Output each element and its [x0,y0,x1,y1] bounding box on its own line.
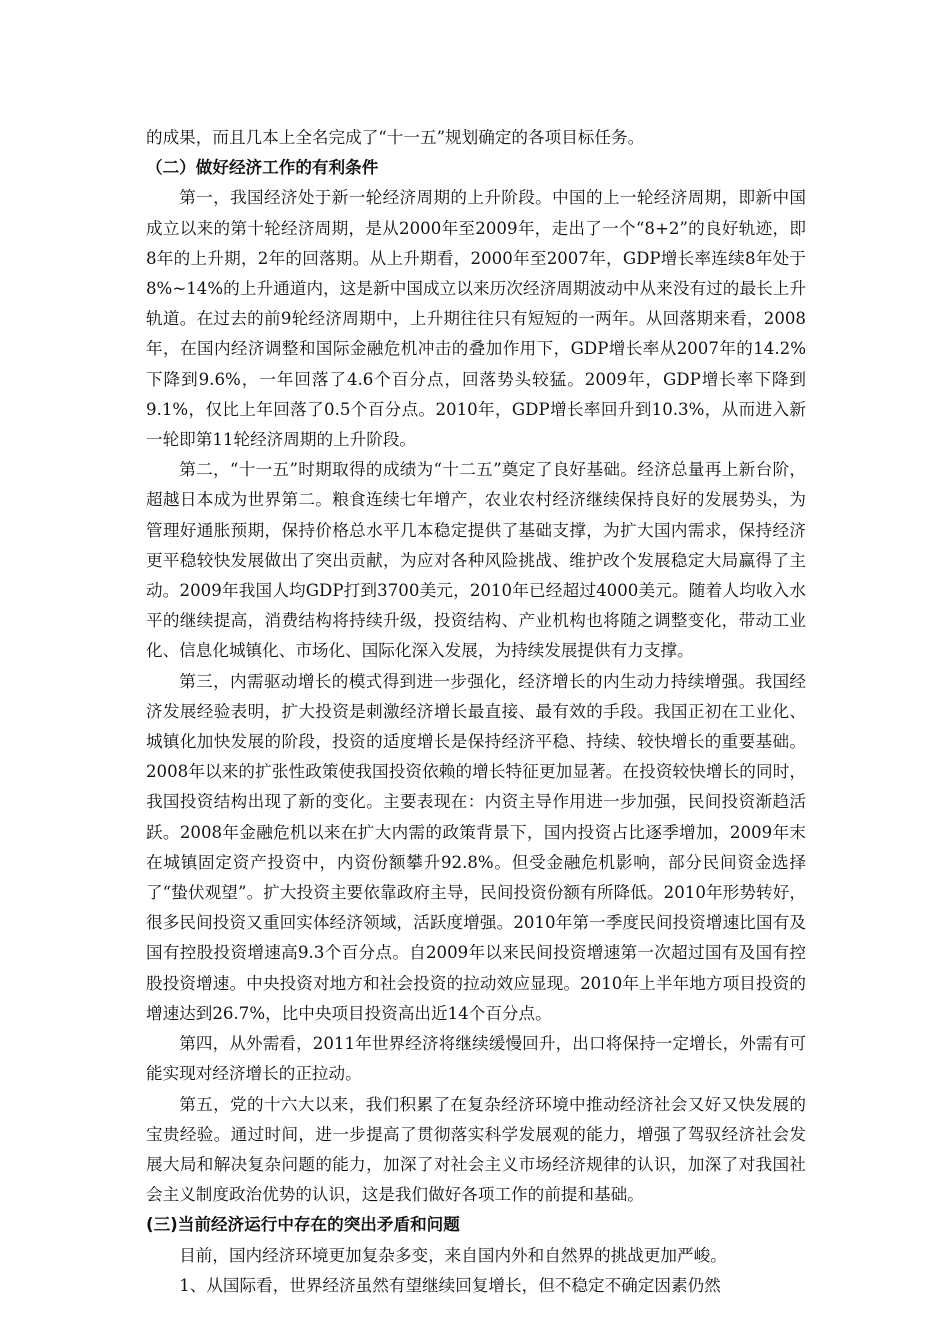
paragraph-current-situation: 目前，国内经济环境更加复杂多变，来自国内外和自然界的挑战更加严峻。 [179,1245,727,1265]
paragraph-third-point: 第三，内需驱动增长的模式得到进一步强化，经济增长的内生动力持续增强。我国经济发展经验表明，扩大投资是刺激经济增长最直接、最有效的手段。我国正初在工业化、城镇化加快发展的阶段，投资的适度增长是保持经济平稳、持续、较快增长的重要基础。2008年以来的扩张性政策使我国投资依赖的增长特征更加显著。在投资较快增长的同时，我国投资结构出现了新的变化。主要表现在：内资主导作用进一步加强，民间投资渐趋活跃。2008年金融危机以来在扩大内需的政策背景下，国内投资占比逐季增加，2009年末在城镇固定资产投资中，内资份额攀升92.8%。但受金融危机影响，部分民间资金选择了“蛰伏观望”。扩大投资主要依靠政府主导，民间投资份额有所降低。2010年形势转好，很多民间投资又重回实体经济领域，活跃度增强。2010年第一季度民间投资增速比国有及国有控股投资增速高9.3个百分点。自2009年以来民间投资增速第一次超过国有及国有控股投资增速。中央投资对地方和社会投资的拉动效应显现。2010年上半年地方项目投资的增速达到26.7%，比中央项目投资高出近14个百分点。 [146,671,806,1023]
section-heading-favorable-conditions: （二）做好经济工作的有利条件 [146,158,379,178]
paragraph-second-point: 第二，“十一五”时期取得的成绩为“十二五”奠定了良好基础。经济总量再上新台阶，超越日本成为世界第二。粮食连续七年增产，农业农村经济继续保持良好的发展势头，为管理好通胀预期，保持价格总水平几本稳定提供了基础支撑，为扩大国内需求，保持经济更平稳较快发展做出了突出贡献，为应对各种风险挑战、维护改个发展稳定大局赢得了主动。2009年我国人均GDP打到3700美元，2010年已经超过4000美元。随着人均收入水平的继续提高，消费结构将持续升级，投资结构、产业机构也将随之调整变化，带动工业化、信息化城镇化、市场化、国际化深入发展，为持续发展提供有力支撑。 [146,460,806,661]
paragraph-international-view: 1、从国际看，世界经济虽然有望继续回复增长，但不稳定不确定因素仍然 [179,1275,721,1295]
paragraph-fourth-point: 第四，从外需看，2011年世界经济将继续缓慢回升，出口将保持一定增长，外需有可能实现对经济增长的正拉动。 [146,1034,806,1084]
section-heading-problems: (三)当前经济运行中存在的突出矛盾和问题 [146,1215,460,1235]
paragraph-first-point: 第一，我国经济处于新一轮经济周期的上升阶段。中国的上一轮经济周期，即新中国成立以来的第十轮经济周期，是从2000年至2009年，走出了一个“8+2”的良好轨迹，即8年的上升期，2年的回落期。从上升期看，2000年至2007年，GDP增长率连续8年处于8%~14%的上升通道内，这是新中国成立以来历次经济周期波动中从来没有过的最长上升轨道。在过去的前9轮经济周期中，上升期往往只有短短的一两年。从回落期来看，2008年，在国内经济调整和国际金融危机冲击的叠加作用下，GDP增长率从2007年的14.2%下降到9.6%，一年回落了4.6个百分点，回落势头较猛。2009年，GDP增长率下降到9.1%，仅比上年回落了0.5个百分点。2010年，GDP增长率回升到10.3%，从而进入新一轮即第11轮经济周期的上升阶段。 [146,188,806,450]
paragraph-fifth-point: 第五，党的十六大以来，我们积累了在复杂经济环境中推动经济社会又好又快发展的宝贵经验。通过时间，进一步提高了贯彻落实科学发展观的能力，增强了驾驭经济社会发展大局和解决复杂问题的能力，加深了对社会主义市场经济规律的认识，加深了对我国社会主义制度政治优势的认识，这是我们做好各项工作的前提和基础。 [146,1094,806,1205]
paragraph-continuation: 的成果，而且几本上全名完成了“十一五”规划确定的各项目标任务。 [146,128,645,147]
document-body [146,123,806,1301]
